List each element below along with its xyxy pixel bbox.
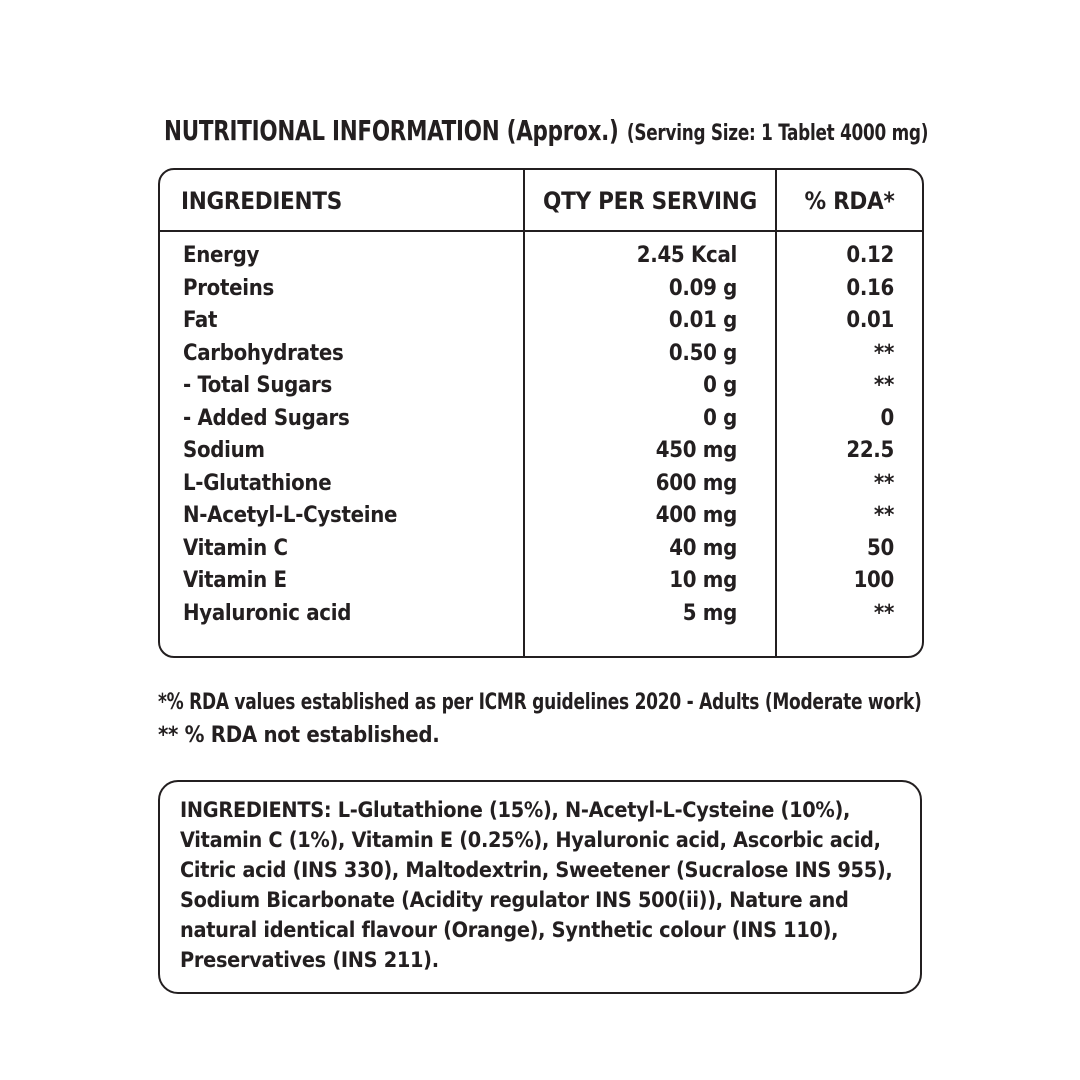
cell-ingredient: Vitamin E [183, 568, 287, 593]
footnote-rda-established: *% RDA values established as per ICMR guidelines 2020 - Adults (Moderate work) [158, 690, 922, 715]
table-row [160, 305, 922, 338]
cell-rda: ** [775, 500, 922, 533]
table-row [160, 565, 922, 598]
table-row [160, 232, 922, 273]
table-row [160, 338, 922, 371]
cell-qty: 2.45 Kcal [523, 232, 775, 273]
cell-qty: 0.01 g [523, 305, 775, 338]
page-title [164, 110, 928, 148]
cell-rda: ** [775, 370, 922, 403]
cell-ingredient: L-Glutathione [183, 470, 332, 496]
table-row [160, 370, 922, 403]
ingredients-list-text: INGREDIENTS: L-Glutathione (15%), N-Acetyl-L-Cysteine (10%), Vitamin C (1%), Vitamin E (0.25%), Hyaluronic acid, Ascorbic acid, Citric acid (INS 330), Maltodextrin, Sweetener (Sucralose INS 955), Sodium Bicarbonate (Acidity regulator INS 500(ii)), Nature and natural identical flavour (Orange), Synthetic colour (INS 110), Preservatives (INS 211). [180, 798, 893, 973]
table-body [160, 232, 922, 656]
cell-ingredient: Sodium [183, 438, 265, 463]
ingredients-box [158, 780, 922, 994]
cell-rda: 0 [775, 403, 922, 436]
cell-rda: 100 [775, 565, 922, 598]
title-main: NUTRITIONAL INFORMATION (Approx.) [164, 114, 619, 147]
table-row [160, 468, 922, 501]
cell-qty: 5 mg [523, 598, 775, 657]
cell-rda: ** [775, 338, 922, 371]
cell-rda: 0.12 [775, 232, 922, 273]
cell-ingredient: Hyaluronic acid [183, 600, 352, 626]
cell-qty: 0.09 g [523, 273, 775, 306]
cell-ingredient: Proteins [183, 275, 275, 301]
table-row [160, 273, 922, 306]
cell-qty: 450 mg [523, 435, 775, 468]
table-row [160, 533, 922, 566]
cell-qty: 0.50 g [523, 338, 775, 371]
cell-ingredient: N-Acetyl-L-Cysteine [183, 503, 398, 528]
nutrition-table [158, 168, 924, 658]
cell-rda: ** [775, 468, 922, 501]
cell-qty: 0 g [523, 370, 775, 403]
header-ingredients: INGREDIENTS [160, 170, 523, 232]
cell-ingredient: - Added Sugars [183, 405, 350, 431]
cell-ingredient: Fat [183, 308, 218, 333]
cell-rda: 0.01 [775, 305, 922, 338]
title-serving-size: (Serving Size: 1 Tablet 4000 mg) [626, 121, 929, 146]
cell-rda: 50 [775, 533, 922, 566]
rda-footnotes [158, 686, 922, 752]
header-qty-per-serving: QTY PER SERVING [523, 170, 775, 232]
header-rda: % RDA* [775, 170, 922, 232]
table-row [160, 435, 922, 468]
cell-qty: 0 g [523, 403, 775, 436]
cell-qty: 40 mg [523, 533, 775, 566]
cell-rda: 22.5 [775, 435, 922, 468]
cell-ingredient: Vitamin C [183, 535, 288, 561]
table-header-row [160, 170, 922, 232]
cell-qty: 600 mg [523, 468, 775, 501]
cell-ingredient: Energy [183, 243, 260, 268]
table-row [160, 598, 922, 657]
cell-ingredient: - Total Sugars [183, 373, 332, 398]
cell-rda: ** [775, 598, 922, 657]
footnote-rda-not-established: ** % RDA not established. [158, 723, 440, 748]
cell-ingredient: Carbohydrates [183, 340, 344, 366]
table-row [160, 500, 922, 533]
cell-qty: 400 mg [523, 500, 775, 533]
table-row [160, 403, 922, 436]
nutrition-label [158, 0, 929, 994]
cell-rda: 0.16 [775, 273, 922, 306]
cell-qty: 10 mg [523, 565, 775, 598]
